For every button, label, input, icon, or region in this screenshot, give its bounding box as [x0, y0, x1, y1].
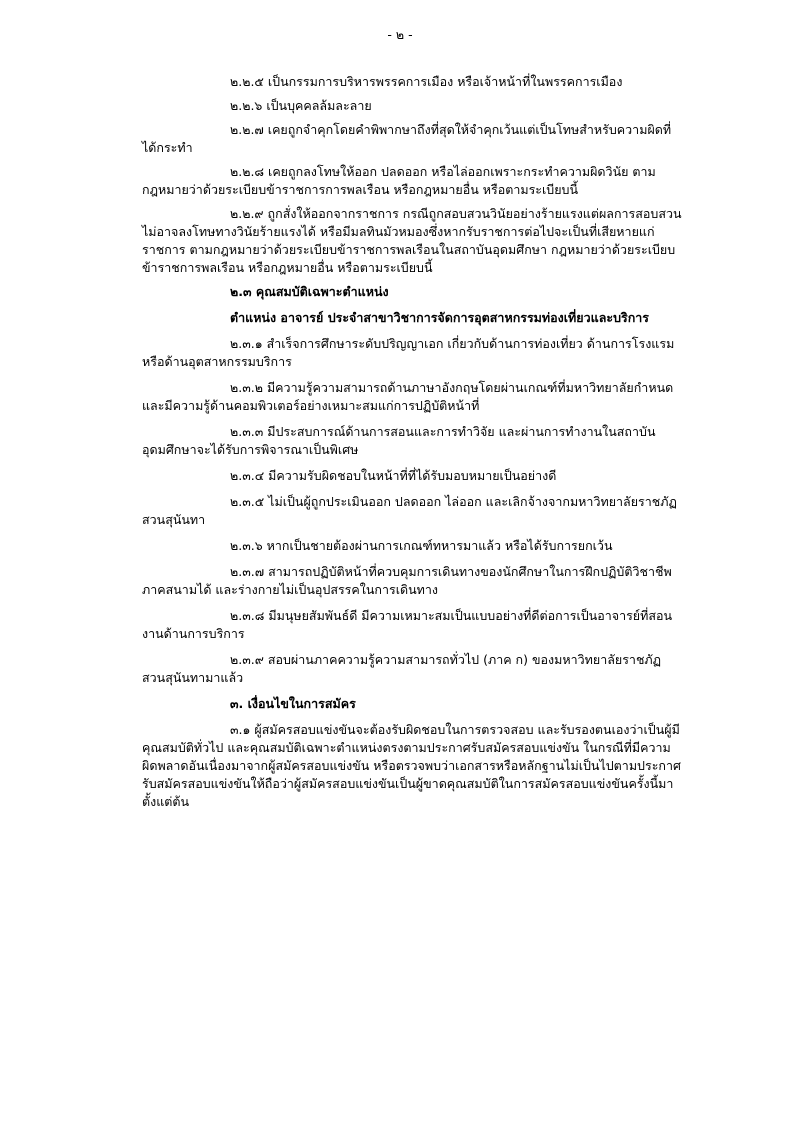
heading-position: ตำแหน่ง อาจารย์ ประจำสาขาวิชาการจัดการอุตสาหกรรมท่องเที่ยวและบริการ	[230, 310, 650, 325]
heading-specific-qualifications: ๒.๓ คุณสมบัติเฉพาะตำแหน่ง	[230, 284, 389, 299]
item-2-2-8: ๒.๒.๘ เคยถูกลงโทษให้ออก ปลดออก หรือไล่ออกเพราะกระทำความผิดวินัย ตามกฎหมายว่าด้วยระเบียบข้าราชการการพลเรือน หรือกฎหมายอื่น หรือตามระเบียบนี้	[142, 164, 656, 197]
item-2-3-3: ๒.๓.๓ มีประสบการณ์ด้านการสอนและการทำวิจัย และผ่านการทำงานในสถาบันอุดมศึกษาจะได้รับการพิจารณาเป็นพิเศษ	[142, 424, 656, 457]
item-2-3-1: ๒.๓.๑ สำเร็จการศึกษาระดับปริญญาเอก เกี่ยวกับด้านการท่องเที่ยว ด้านการโรงแรมหรือด้านอุตสาหกรรมบริการ	[142, 336, 675, 369]
item-2-2-9: ๒.๒.๙ ถูกสั่งให้ออกจากราชการ กรณีถูกสอบสวนวินัยอย่างร้ายแรงแต่ผลการสอบสวนไม่อาจลงโทษทางวินัยร้ายแรงได้ หรือมีมลทินมัวหมองซึ่งหากรับราชการต่อไปจะเป็นที่เสียหายแก่ราชการ ตามกฎหมายว่าด้วยระเบียบข้าราชการพลเรือนในสถาบันอุดมศึกษา กฎหมายว่าด้วยระเบียบข้าราชการพลเรือน หรือกฎหมายอื่น หรือตามระเบียบนี้	[142, 206, 682, 275]
page-number: - ๒ -	[387, 27, 413, 42]
item-2-2-7: ๒.๒.๗ เคยถูกจำคุกโดยคำพิพากษาถึงที่สุดให้จำคุกเว้นแต่เป็นโทษสำหรับความผิดที่ได้กระทำ	[142, 122, 672, 155]
item-2-3-4: ๒.๓.๔ มีความรับผิดชอบในหน้าที่ที่ได้รับมอบหมายเป็นอย่างดี	[230, 468, 557, 483]
item-2-3-9: ๒.๓.๙ สอบผ่านภาคความรู้ความสามารถทั่วไป (ภาค ก) ของมหาวิทยาลัยราชภัฏสวนสุนันทามาแล้ว	[142, 652, 662, 685]
item-2-3-6: ๒.๓.๖ หากเป็นชายต้องผ่านการเกณฑ์ทหารมาแล้ว หรือได้รับการยกเว้น	[230, 538, 613, 553]
item-2-3-8: ๒.๓.๘ มีมนุษยสัมพันธ์ดี มีความเหมาะสมเป็นแบบอย่างที่ดีต่อการเป็นอาจารย์ที่สอนงานด้านการบริการ	[142, 608, 673, 641]
item-2-2-5: ๒.๒.๕ เป็นกรรมการบริหารพรรคการเมือง หรือเจ้าหน้าที่ในพรรคการเมือง	[230, 74, 623, 89]
item-2-2-6: ๒.๒.๖ เป็นบุคคลล้มละลาย	[230, 98, 372, 113]
item-2-3-7: ๒.๓.๗ สามารถปฏิบัติหน้าที่ควบคุมการเดินทางของนักศึกษาในการฝึกปฏิบัติวิชาชีพภาคสนามได้ และร่างกายไม่เป็นอุปสรรคในการเดินทาง	[142, 564, 672, 597]
item-2-3-2: ๒.๓.๒ มีความรู้ความสามารถด้านภาษาอังกฤษโดยผ่านเกณฑ์ที่มหาวิทยาลัยกำหนด และมีความรู้ด้านคอมพิวเตอร์อย่างเหมาะสมแก่การปฏิบัติหน้าที่	[142, 380, 674, 413]
document-body	[142, 73, 682, 819]
item-2-3-5: ๒.๓.๕ ไม่เป็นผู้ถูกประเมินออก ปลดออก ไล่ออก และเลิกจ้างจากมหาวิทยาลัยราชภัฏสวนสุนันทา	[142, 494, 677, 527]
heading-application-conditions: ๓. เงื่อนไขในการสมัคร	[230, 696, 356, 711]
item-3-1: ๓.๑ ผู้สมัครสอบแข่งขันจะต้องรับผิดชอบในการตรวจสอบ และรับรองตนเองว่าเป็นผู้มีคุณสมบัติทั่วไป และคุณสมบัติเฉพาะตำแหน่งตรงตามประกาศรับสมัครสอบแข่งขัน ในกรณีที่มีความผิดพลาดอันเนื่องมาจากผู้สมัครสอบแข่งขัน หรือตรวจพบว่าเอกสารหรือหลักฐานไม่เป็นไปตามประกาศ รับสมัครสอบแข่งขันให้ถือว่าผู้สมัครสอบแข่งขันเป็นผู้ขาดคุณสมบัติในการสมัครสอบแข่งขันครั้งนี้มาตั้งแต่ต้น	[142, 722, 681, 809]
